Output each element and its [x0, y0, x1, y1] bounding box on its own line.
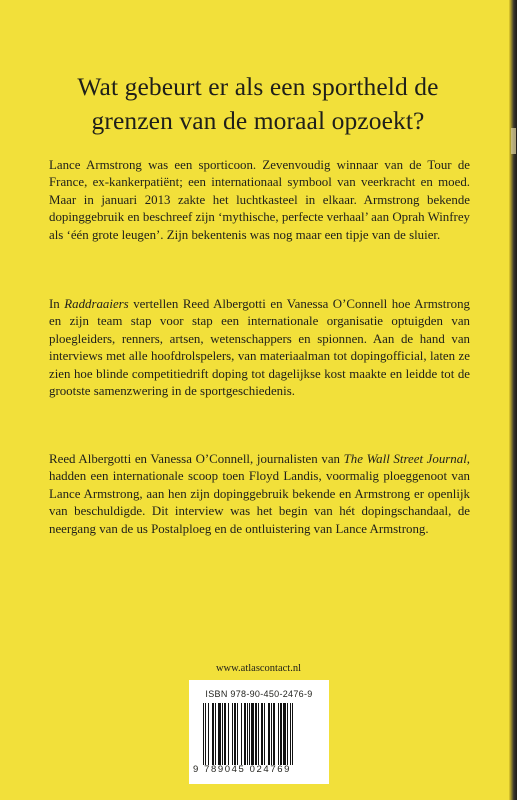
barcode-bars	[203, 703, 318, 765]
paragraph-text	[49, 296, 470, 400]
barcode-bar	[212, 703, 214, 765]
book-spine-edge	[509, 0, 517, 800]
barcode-bar	[264, 703, 265, 765]
barcode-bar	[232, 703, 233, 765]
headline	[48, 70, 468, 138]
barcode-bar	[292, 703, 293, 765]
spine-label	[511, 128, 516, 154]
publication-name: The Wall Street Journal	[343, 452, 467, 466]
barcode-bar	[251, 703, 254, 765]
barcode-bar	[249, 703, 250, 765]
barcode-bar	[280, 703, 282, 765]
paragraph-prefix: Reed Albergotti en Vanessa O’Connell, journalisten van	[49, 452, 344, 466]
barcode-box	[189, 680, 329, 784]
paragraph-body: vertellen Reed Albergotti en Vanessa O’Connell hoe Armstrong en zijn team stap voor stap een internationale organisatie optuigden van ploegleiders, renners, artsen, wetenschappers en spionnen. Aan de hand van interviews met alle hoofdrolspelers, van materiaalman tot dopingofficial, laten ze zien hoe blinde competitiedrift doping tot dagelijkse kost maakte en leidde tot de grootste samenzwering in de sportgeschiedenis.	[49, 297, 470, 399]
barcode-bar	[258, 703, 259, 765]
barcode-bar	[237, 703, 238, 765]
barcode-bar	[215, 703, 216, 765]
barcode-bar	[222, 703, 223, 765]
book-title: Raddraaiers	[64, 297, 129, 311]
barcode-bar	[278, 703, 279, 765]
barcode-bar	[290, 703, 291, 765]
barcode-bar	[224, 703, 226, 765]
publisher-website: www.atlascontact.nl	[215, 663, 302, 674]
blurb-paragraph-2	[49, 296, 470, 400]
barcode-bar	[205, 703, 206, 765]
paragraph-text	[49, 451, 470, 538]
barcode-bar	[268, 703, 270, 765]
headline-line-2: grenzen van de moraal opzoekt?	[91, 106, 425, 135]
barcode-bar	[271, 703, 272, 765]
paragraph-text: Lance Armstrong was een sporticoon. Zevenvoudig winnaar van de Tour de France, ex-kankerpatiënt; een internationaal symbool van veerkracht en moed. Maar in januari 2013 zakte het luchtkasteel in elkaar. Armstrong bekende dopinggebruik en beschreef zijn ‘mythische, perfecte verhaal’ aan Oprah Winfrey als ‘één grote leugen’. Zijn bekentenis was nog maar een tipje van de sluier.	[49, 158, 470, 242]
barcode-bar	[218, 703, 221, 765]
barcode-bar	[283, 703, 286, 765]
barcode-bar	[228, 703, 229, 765]
barcode-bar	[273, 703, 275, 765]
paragraph-body: , hadden een internationale scoop toen Floyd Landis, voormalig ploeggenoot van Lance Armstrong, aan hen zijn dopinggebruik bekende en Armstrong er openlijk van beschuldigde. Dit interview was het begin van hét dopingschandaal, de neergang van de us Postalploeg en de ontluistering van Lance Armstrong.	[49, 452, 471, 536]
barcode-bar	[287, 703, 288, 765]
paragraph-prefix: In	[49, 297, 65, 311]
isbn-label: ISBN 978-90-450-2476-9	[205, 689, 313, 699]
barcode-bar	[241, 703, 242, 765]
blurb-paragraph-1	[49, 157, 470, 244]
barcode-bar	[244, 703, 246, 765]
blurb-paragraph-3	[49, 451, 470, 538]
barcode-bar	[247, 703, 248, 765]
barcode-bar	[234, 703, 236, 765]
barcode-digits: 9 789045 024769	[193, 764, 291, 775]
barcode-bar	[255, 703, 257, 765]
barcode-bar	[203, 703, 204, 765]
headline-line-1: Wat gebeurt er als een sportheld de	[77, 72, 439, 101]
barcode-bar	[208, 703, 209, 765]
barcode-bar	[261, 703, 263, 765]
